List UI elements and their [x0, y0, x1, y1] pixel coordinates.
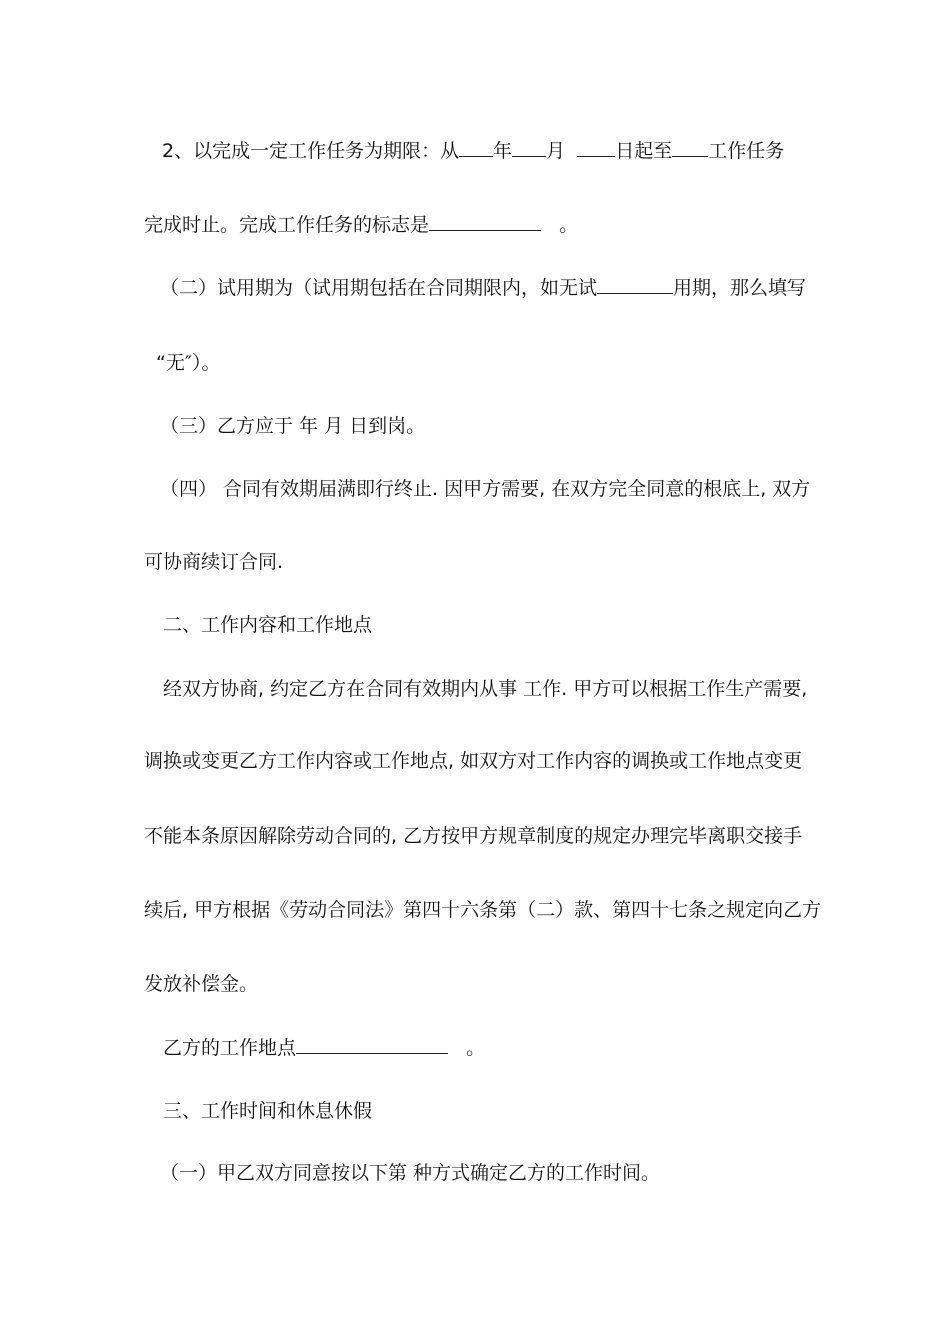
- month-blank: [512, 138, 546, 157]
- work-content-paragraph-line: 经双方协商, 约定乙方在合同有效期内从事 工作. 甲方可以根据工作生产需要,: [163, 678, 808, 700]
- work-location-line: [163, 1035, 485, 1061]
- term-task-clause-cont: [144, 212, 578, 238]
- probation-clause-cont: “无″）。: [156, 352, 221, 374]
- text: 乙方的工作地点: [163, 1037, 297, 1059]
- day-blank: [577, 138, 615, 157]
- work-content-paragraph-line: 续后, 甲方根据《劳动合同法》第四十六条第（二）款、第四十七条之规定向乙方: [144, 899, 822, 921]
- text: 2、以完成一定工作任务为期限：从: [162, 140, 460, 162]
- text: 。: [466, 1037, 486, 1059]
- text: 。: [559, 214, 579, 236]
- text: 完成时止。完成工作任务的标志是: [144, 214, 430, 236]
- text: 用期，那么填写: [673, 277, 807, 299]
- completion-mark-blank: [429, 212, 541, 231]
- work-content-paragraph-line: 发放补偿金。: [144, 973, 259, 995]
- text: 年: [493, 140, 513, 162]
- work-hours-clause: （一）甲乙双方同意按以下第 种方式确定乙方的工作时间。: [160, 1162, 661, 1184]
- text: 日起至: [615, 140, 673, 162]
- onboard-date-clause: （三）乙方应于 年 月 日到岗。: [160, 415, 426, 437]
- work-content-paragraph-line: 调换或变更乙方工作内容或工作地点, 如双方对工作内容的调换或工作地点变更: [144, 750, 803, 772]
- section-heading-work-hours: 三、工作时间和休息休假: [163, 1100, 373, 1122]
- year-blank: [459, 138, 493, 157]
- renewal-clause: （四） 合同有效期届满即行终止. 因甲方需要, 在双方完全同意的根底上, 双方: [160, 478, 811, 500]
- task-blank: [672, 138, 708, 157]
- renewal-clause-cont: 可协商续订合同.: [144, 551, 284, 573]
- work-location-blank: [296, 1035, 448, 1054]
- work-content-paragraph-line: 不能本条原因解除劳动合同的, 乙方按甲方规章制度的规定办理完毕离职交接手: [144, 825, 803, 847]
- text: 月: [546, 140, 566, 162]
- probation-clause: [160, 275, 806, 301]
- probation-blank: [597, 275, 673, 294]
- term-task-clause: [162, 138, 784, 164]
- text: （二）试用期为（试用期包括在合同期限内，如无试: [160, 277, 598, 299]
- section-heading-work-content: 二、工作内容和工作地点: [163, 614, 373, 636]
- text: 工作任务: [708, 140, 785, 162]
